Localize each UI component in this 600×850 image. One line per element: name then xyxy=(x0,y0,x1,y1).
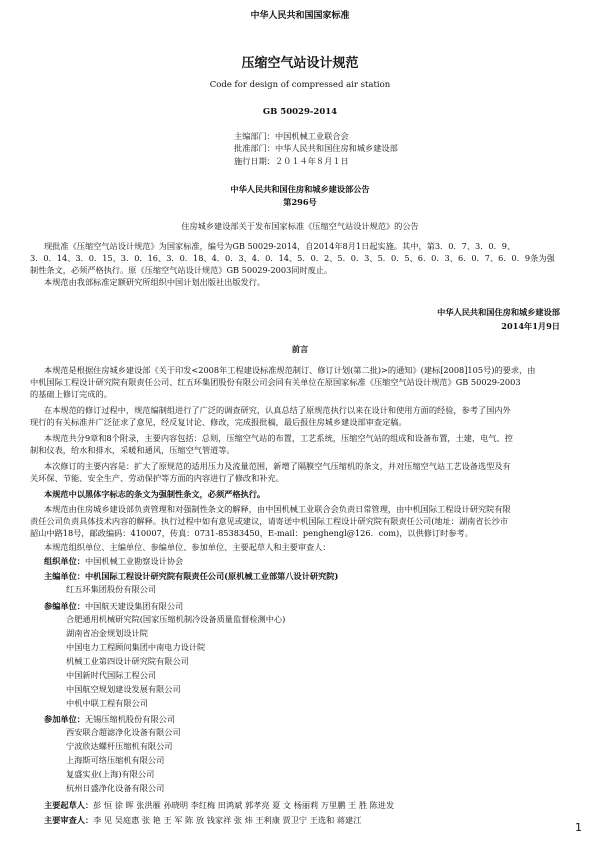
page-number: 1 xyxy=(575,821,582,834)
participating-unit: 机械工业第四设计研究院有限公司 xyxy=(66,656,189,666)
approver-department: 批准部门：中华人民共和国住房和城乡建设部 xyxy=(234,143,398,153)
joining-unit: 复盛实业(上海)有限公司 xyxy=(66,769,155,779)
drafters-row xyxy=(44,799,394,811)
announcement-subject: 住房城乡建设部关于发布国家标准《压缩空气站设计规范》的公告 xyxy=(181,221,419,231)
participating-unit: 中国航空规划建设发展有限公司 xyxy=(66,684,181,694)
national-standard-label: 中华人民共和国国家标准 xyxy=(250,11,350,21)
preface-text: 本规范共分9章和8个附录，主要内容包括：总则，压缩空气站的布置，工艺系统，压缩空气站的组成和设备布置，土建，电气、控 xyxy=(44,433,513,443)
participating-unit: 湖南省冶金规划设计院 xyxy=(66,628,148,638)
preface-text: 关环保、节能、安全生产、劳动保护等方面的内容进行了修改和补充。 xyxy=(30,473,284,483)
participating-unit-label: 参编单位： xyxy=(44,601,85,611)
chief-unit-label: 主编单位： xyxy=(44,571,85,581)
organizing-unit-row xyxy=(44,555,183,567)
joining-unit: 无锡压缩机股份有限公司 xyxy=(84,714,176,724)
preface-text: 制和仪表，给水和排水，采暖和通风，压缩空气管道等。 xyxy=(30,445,235,455)
standard-code: GB 50029-2014 xyxy=(262,107,338,117)
preface-mandatory-note: 本规范中以黑体字标志的条文为强制性条文，必须严格执行。 xyxy=(44,489,266,499)
announcement-date: 2014年1月9日 xyxy=(501,321,560,331)
participating-unit: 中国航天建设集团有限公司 xyxy=(84,601,184,611)
reviewers-row xyxy=(44,814,361,826)
preface-text: 现行的有关标准并广泛征求了意见，经反复讨论、修改，完成报批稿，最后报住房城乡建设部审查定稿。 xyxy=(30,417,407,427)
announcement-number: 第296号 xyxy=(283,197,317,207)
announcement-text: 本规范由我部标准定额研究所组织中国计划出版社出版发行。 xyxy=(44,277,266,287)
preface-text: 韶山中路18号，邮政编码：410007，传真：0731-85383450，E-mail：penghengl@126．com)，以供修订时参考。 xyxy=(30,528,473,538)
preface-text: 本规范组织单位、主编单位、参编单位、参加单位、主要起草人和主要审查人： xyxy=(44,542,331,552)
chief-unit-row xyxy=(44,570,338,582)
editor-department: 主编部门：中国机械工业联合会 xyxy=(234,131,349,141)
participating-unit-row xyxy=(44,600,183,612)
reviewers-list: 李 见 吴庭惠 张 艳 王 军 陈 放 钱家祥 张 炜 王利康 贾卫宁 王选和 蒋建江 xyxy=(93,815,362,825)
joining-unit: 杭州日盛净化设备有限公司 xyxy=(66,783,165,793)
preface-text: 的基础上修订完成的。 xyxy=(30,389,112,399)
participating-unit: 合肥通用机械研究院(国家压缩机制冷设备质量监督检测中心) xyxy=(66,614,286,624)
joining-unit-label: 参加单位： xyxy=(44,714,85,724)
announcement-text: 现批准《压缩空气站设计规范》为国家标准，编号为GB 50029-2014，自2014年8月1日起实施。其中，第3．0．7、3．0．9、 xyxy=(44,241,516,251)
organizing-unit: 中国机械工业勘察设计协会 xyxy=(84,556,184,566)
drafters-list: 彭 恒 徐 晖 张洪雁 孙晓明 李红梅 田鸿斌 郭孝亮 夏 文 杨丽莉 万里鹏 王 胜 陈进发 xyxy=(93,800,395,810)
drafters-label: 主要起草人： xyxy=(44,800,94,810)
announcement-text: 3．0．14、3．0．15、3．0．16、3．0．18、4．0．3、4．0．14、5．0．2、5．0．3、5．0．5、6．0．3、6．0．7、6．0．9条为强 xyxy=(30,253,555,263)
participating-unit: 中机中联工程有限公司 xyxy=(66,698,148,708)
preface-heading: 前言 xyxy=(291,344,309,354)
chief-unit: 红五环集团股份有限公司 xyxy=(66,584,157,594)
preface-text: 责任公司负责具体技术内容的解释。执行过程中如有意见或建议，请寄送中机国际工程设计研究院有限责任公司(地址：湖南省长沙市 xyxy=(30,516,509,526)
joining-unit: 西安联合超滤净化设备有限公司 xyxy=(66,727,181,737)
participating-unit: 中国电力工程顾问集团中南电力设计院 xyxy=(66,642,206,652)
joining-unit-row xyxy=(44,713,175,725)
document-title-en: Code for design of compressed air station xyxy=(209,80,391,90)
organizing-unit-label: 组织单位： xyxy=(44,556,85,566)
preface-text: 本规范是根据住房城乡建设部《关于印发<2008年工程建设标准规范制订、修订计划(第二批)>的通知》(建标[2008]105号)的要求，由 xyxy=(44,365,536,375)
reviewers-label: 主要审查人： xyxy=(44,815,94,825)
preface-text: 本次修订的主要内容是：扩大了原规范的适用压力及流量范围，新增了隔膜空气压缩机的条文，并对压缩空气站工艺设备选型及有 xyxy=(44,461,511,471)
preface-text: 本规范由住房城乡建设部负责管理和对强制性条文的解释，由中国机械工业联合会负责日常管理，由中机国际工程设计研究院有限 xyxy=(44,504,511,514)
document-title: 压缩空气站设计规范 xyxy=(241,56,359,71)
joining-unit: 上海斯可络压缩机有限公司 xyxy=(66,755,165,765)
announcement-text: 制性条文，必须严格执行。原《压缩空气站设计规范》GB 50029-2003同时废止。 xyxy=(30,265,333,275)
participating-unit: 中国新时代国际工程公司 xyxy=(66,670,157,680)
chief-unit: 中机国际工程设计研究院有限责任公司(原机械工业部第八设计研究院) xyxy=(84,571,339,581)
effective-date: 施行日期：２０１４年８月１日 xyxy=(234,156,349,166)
announcement-signature: 中华人民共和国住房和城乡建设部 xyxy=(437,307,560,317)
joining-unit: 宁波欣达螺杆压缩机有限公司 xyxy=(66,741,173,751)
preface-text: 中机国际工程设计研究院有限责任公司、红五环集团股份有限公司会同有关单位在原国家标准《压缩空气站设计规范》GB 50029-2003 xyxy=(30,377,521,387)
preface-text: 在本规范的修订过程中，规范编制组进行了广泛的调查研究，认真总结了原规范执行以来在设计和使用方面的经验，参考了国内外 xyxy=(44,405,511,415)
announcement-issuer: 中华人民共和国住房和城乡建设部公告 xyxy=(230,184,370,194)
